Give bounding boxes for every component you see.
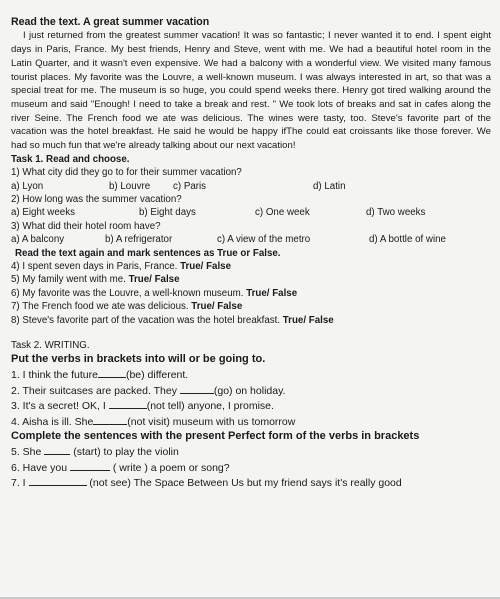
true-false-choice[interactable]: True/ False (282, 314, 334, 326)
tf-item-7 (11, 300, 491, 313)
item-text: 2. Their suitcases are packed. They (11, 384, 180, 397)
exercise-item-6 (11, 460, 491, 476)
item-text: (start) to play the violin (70, 445, 179, 458)
exercise-item-3 (11, 398, 491, 414)
item-text: (go) on holiday. (213, 384, 286, 397)
question-text: 2) How long was the summer vacation? (11, 193, 182, 205)
option-b[interactable]: b) A refrigerator (105, 234, 173, 246)
item-text: 7. I (11, 477, 29, 490)
tf-statement: 7) The French food we ate was delicious. (11, 301, 192, 313)
answer-blank[interactable] (98, 367, 126, 378)
option-a[interactable]: a) A balcony (11, 234, 65, 246)
item-text: 4. Aisha is ill. She (11, 415, 94, 428)
tf-statement: 4) I spent seven days in Paris, France. (11, 260, 181, 272)
tf-item-8 (11, 314, 491, 327)
item-text: 5. She (11, 445, 45, 458)
true-false-heading: Read the text again and mark sentences as True or False. (15, 247, 281, 259)
answer-blank[interactable] (93, 414, 127, 425)
option-c[interactable]: c) One week (255, 207, 310, 219)
answer-blank[interactable] (180, 383, 214, 394)
task2-section (11, 339, 491, 491)
option-a[interactable]: a) Lyon (11, 180, 44, 192)
item-text: (not visit) museum with us tomorrow (127, 415, 296, 428)
option-a[interactable]: a) Eight weeks (11, 207, 75, 219)
option-d[interactable]: d) Two weeks (366, 207, 426, 219)
reading-title: Read the text. A great summer vacation (11, 16, 210, 28)
exercise-item-4 (11, 414, 491, 430)
answer-blank[interactable] (109, 398, 147, 409)
answer-blank[interactable] (70, 460, 110, 471)
task2-heading: Task 2. WRITING. (11, 340, 90, 352)
question-text: 1) What city did they go to for their summer vacation? (11, 167, 242, 179)
item-text: 1. I think the future (11, 369, 98, 382)
instruction-will-going-to: Put the verbs in brackets into will or be going to. (11, 353, 266, 366)
item-text: (not tell) anyone, I promise. (146, 400, 274, 413)
question-2 (11, 193, 491, 220)
tf-statement: 8) Steve's favorite part of the vacation was the hotel breakfast. (11, 314, 283, 326)
true-false-choice[interactable]: True/ False (180, 260, 232, 272)
true-false-choice[interactable]: True/ False (191, 301, 243, 313)
item-text: 6. Have you (11, 461, 70, 474)
option-b[interactable]: b) Louvre (109, 180, 151, 192)
item-text: 3. It's a secret! OK, I (11, 400, 109, 413)
question-text: 3) What did their hotel room have? (11, 220, 161, 232)
tf-statement: 5) My family went with me. (11, 274, 129, 286)
question-options (11, 180, 491, 193)
exercise-item-5 (11, 444, 491, 460)
tf-statement: 6) My favorite was the Louvre, a well-known museum. (11, 287, 247, 299)
tf-item-4 (11, 260, 491, 273)
item-text: ( write ) a poem or song? (109, 461, 230, 474)
item-text: (not see) The Space Between Us but my friend says it's really good (86, 477, 402, 490)
option-d[interactable]: d) Latin (313, 180, 346, 192)
true-false-choice[interactable]: True/ False (246, 287, 298, 299)
question-1 (11, 166, 491, 193)
question-options (11, 233, 491, 246)
exercise-item-7 (11, 475, 491, 491)
tf-item-6 (11, 287, 491, 300)
answer-blank[interactable] (44, 444, 70, 455)
answer-blank[interactable] (29, 475, 87, 486)
option-c[interactable]: c) Paris (173, 180, 207, 192)
question-options (11, 206, 491, 219)
option-b[interactable]: b) Eight days (139, 207, 196, 219)
question-3 (11, 220, 491, 247)
tf-item-5 (11, 273, 491, 286)
instruction-present-perfect: Complete the sentences with the present Perfect form of the verbs in brackets (11, 430, 420, 443)
reading-paragraph: I just returned from the greatest summer vacation! It was so fantastic; I never wanted it to end. I spent eight days in Paris, France. My best friends, Henry and Steve, went with me. We had a beautiful hotel room in the Latin Quarter, and it wasn't even expensive. We had a balcony with a wonderful view. We visited many famous tourist places. My favorite was the Louvre, a well-known museum. I was always interested in art, so that was a special treat for me. The museum is so huge, you could spend weeks there. Henry got tired walking around the museum and said "Enough! I need to take a break and rest. " We took lots of breaks and sat in cafes along the river Seine. The French food we ate was delicious. The wines were tasty, too. Steve's favorite part of the vacation was the hotel breakfast. He said he would be happy ifThe could eat croissants like those forever. We had so much fun that we're already talking about our next vacation! (11, 30, 491, 152)
exercise-item-1 (11, 367, 491, 383)
task1-heading: Task 1. Read and choose. (11, 153, 130, 165)
option-c[interactable]: c) A view of the metro (217, 234, 311, 246)
true-false-choice[interactable]: True/ False (128, 274, 180, 286)
exercise-item-2 (11, 383, 491, 399)
option-d[interactable]: d) A bottle of wine (369, 234, 446, 246)
item-text: (be) different. (125, 369, 189, 382)
task1-section (11, 153, 491, 327)
